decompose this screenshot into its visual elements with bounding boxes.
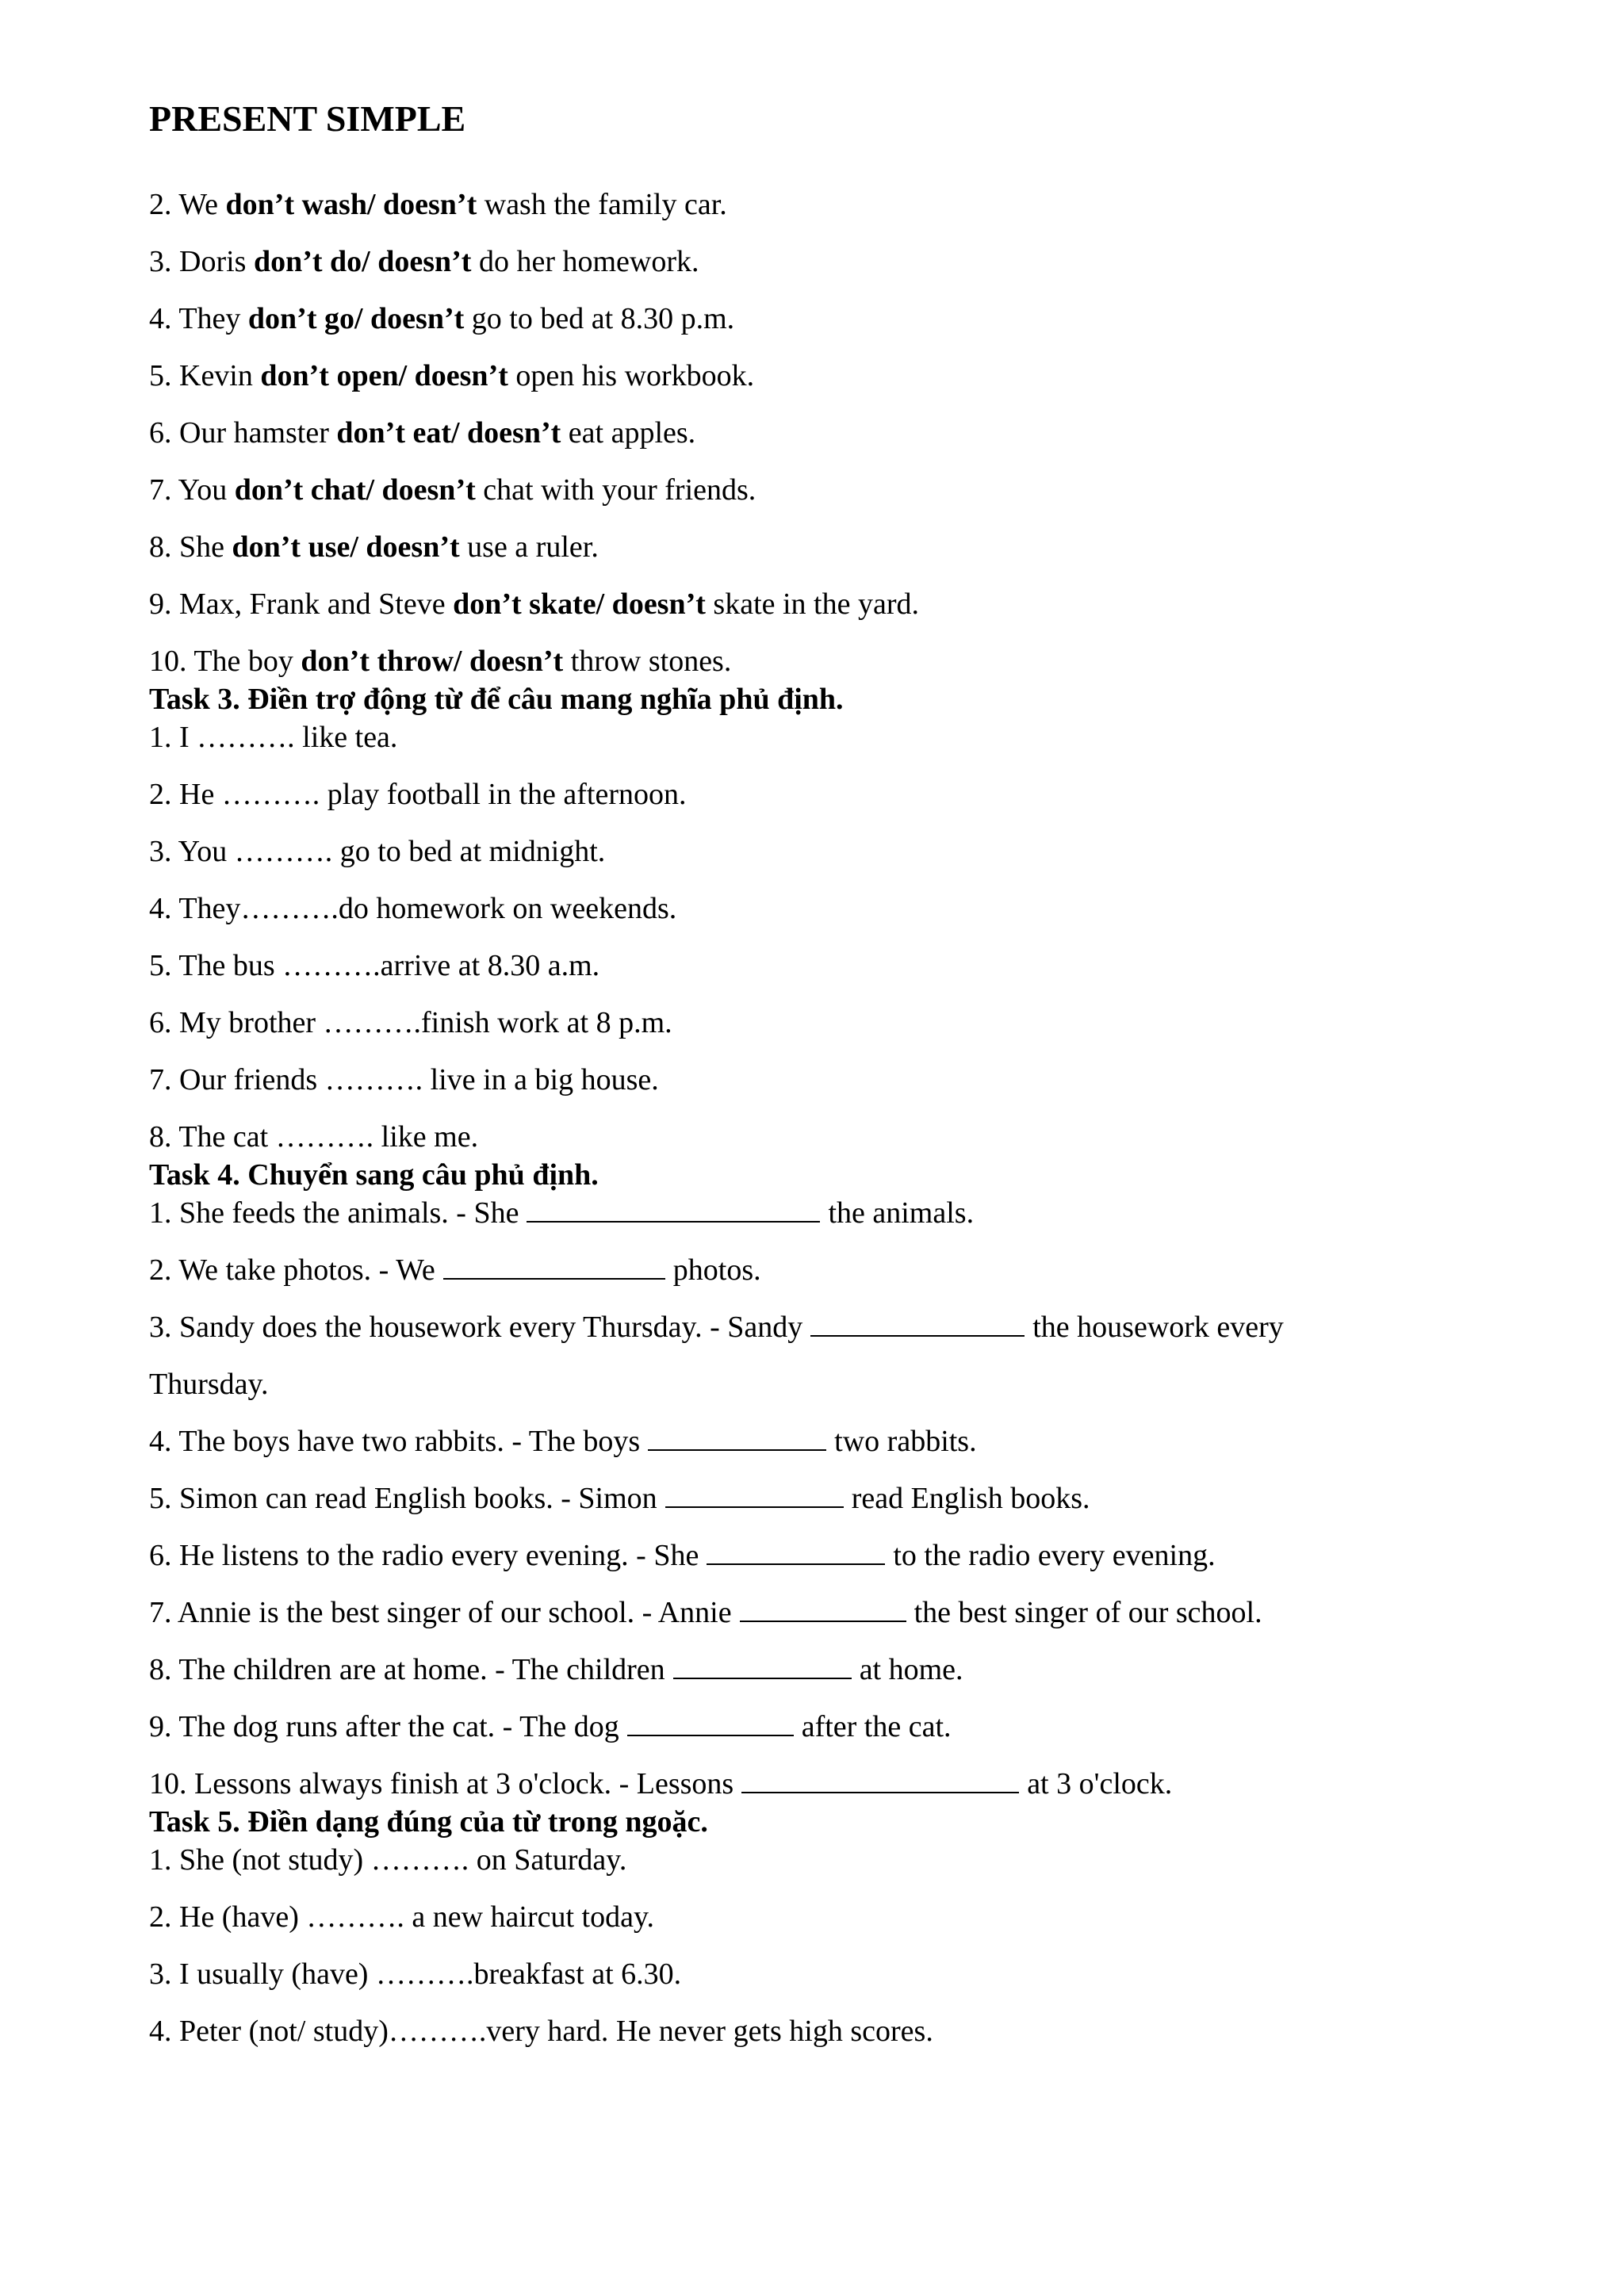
answer-blank[interactable]: [740, 1597, 906, 1622]
task4-item: [149, 1424, 1545, 1481]
task2-item: [149, 473, 1545, 530]
item-answer: don’t go/ doesn’t: [247, 302, 465, 335]
item-answer: don’t throw/ doesn’t: [301, 645, 564, 678]
task4-item: [149, 1196, 1545, 1253]
task2-item: [149, 244, 1545, 301]
item-text: open his workbook.: [508, 359, 755, 392]
item-text: the housework every: [1032, 1311, 1284, 1344]
answer-blank[interactable]: [527, 1197, 820, 1223]
item-text: 8. She: [149, 530, 232, 564]
task4-item: [149, 1481, 1545, 1538]
item-text: at home.: [859, 1653, 963, 1686]
item-text: 4. The boys have two rabbits. - The boys: [149, 1425, 641, 1458]
item-text: Thursday.: [149, 1368, 269, 1401]
task4-item: [149, 1310, 1545, 1367]
answer-blank[interactable]: [627, 1711, 794, 1736]
item-answer: don’t eat/ doesn’t: [336, 416, 561, 450]
task4-item-continued: [149, 1367, 1545, 1424]
item-text: 6. Our hamster: [149, 416, 337, 450]
answer-blank[interactable]: [443, 1254, 665, 1280]
task3-item: 7. Our friends ………. live in a big house.: [149, 1063, 659, 1096]
item-text: 9. Max, Frank and Steve: [149, 587, 454, 621]
task4-item: [149, 1538, 1545, 1595]
answer-blank[interactable]: [648, 1425, 826, 1451]
task2-item: [149, 530, 1545, 587]
task2-item: [149, 415, 1545, 473]
task2-item: [149, 587, 1545, 644]
answer-blank[interactable]: [665, 1483, 844, 1508]
task3-heading: Task 3. Điền trợ động từ để câu mang nghĩa phủ định.: [149, 683, 844, 716]
item-text: at 3 o'clock.: [1027, 1767, 1173, 1800]
task3-item: 3. You ………. go to bed at midnight.: [149, 835, 606, 868]
item-text: 2. We take photos. - We: [149, 1253, 435, 1287]
item-text: to the radio every evening.: [893, 1539, 1216, 1572]
item-text: 1. She feeds the animals. - She: [149, 1196, 519, 1230]
task5-item: 4. Peter (not/ study)……….very hard. He never gets high scores.: [149, 2015, 933, 2048]
item-text: two rabbits.: [834, 1425, 977, 1458]
item-text: wash the family car.: [477, 188, 727, 221]
item-text: the animals.: [828, 1196, 975, 1230]
task3-item: 5. The bus ……….arrive at 8.30 a.m.: [149, 949, 600, 982]
item-text: read English books.: [851, 1482, 1090, 1515]
item-text: chat with your friends.: [475, 473, 756, 507]
item-text: photos.: [672, 1253, 761, 1287]
task5-heading: Task 5. Điền dạng đúng của từ trong ngoặc.: [149, 1805, 708, 1839]
answer-blank[interactable]: [741, 1768, 1019, 1793]
item-answer: don’t open/ doesn’t: [260, 359, 508, 392]
item-text: go to bed at 8.30 p.m.: [464, 302, 735, 335]
answer-blank[interactable]: [810, 1311, 1025, 1337]
task4-item: [149, 1253, 1545, 1310]
answer-blank[interactable]: [707, 1540, 885, 1565]
item-text: 4. They: [149, 302, 248, 335]
task2-item: [149, 358, 1545, 415]
item-text: 5. Kevin: [149, 359, 261, 392]
item-text: use a ruler.: [459, 530, 599, 564]
task4-heading: Task 4. Chuyển sang câu phủ định.: [149, 1158, 599, 1192]
item-text: 10. The boy: [149, 645, 301, 678]
task3-item: 1. I ………. like tea.: [149, 721, 398, 754]
task2-item: [149, 644, 1545, 682]
task2-item: [149, 301, 1545, 358]
item-text: eat apples.: [561, 416, 696, 450]
item-text: 7. You: [149, 473, 235, 507]
page-title: PRESENT SIMPLE: [149, 98, 466, 139]
item-text: 3. Doris: [149, 245, 254, 278]
item-answer: don’t do/ doesn’t: [253, 245, 472, 278]
worksheet-page: [149, 97, 1545, 2071]
task4-item: [149, 1709, 1545, 1766]
task5-item: 2. He (have) ………. a new haircut today.: [149, 1900, 654, 1934]
task4-item: [149, 1595, 1545, 1652]
item-text: throw stones.: [563, 645, 732, 678]
answer-blank[interactable]: [673, 1654, 852, 1679]
task4-item: [149, 1766, 1545, 1804]
item-answer: don’t use/ doesn’t: [232, 530, 460, 564]
task3-item: 6. My brother ……….finish work at 8 p.m.: [149, 1006, 672, 1039]
item-text: do her homework.: [471, 245, 699, 278]
item-text: 8. The children are at home. - The children: [149, 1653, 665, 1686]
item-answer: don’t chat/ doesn’t: [234, 473, 476, 507]
item-text: 5. Simon can read English books. - Simon: [149, 1482, 657, 1515]
task3-item: 4. They……….do homework on weekends.: [149, 892, 677, 925]
item-text: 6. He listens to the radio every evening. - She: [149, 1539, 699, 1572]
task5-item: 1. She (not study) ………. on Saturday.: [149, 1843, 627, 1877]
task3-item: 2. He ………. play football in the afternoon.: [149, 778, 687, 811]
task4-item: [149, 1652, 1545, 1709]
item-text: 9. The dog runs after the cat. - The dog: [149, 1710, 619, 1743]
item-text: 3. Sandy does the housework every Thursday. - Sandy: [149, 1311, 803, 1344]
item-text: skate in the yard.: [705, 587, 920, 621]
item-text: 2. We: [149, 188, 226, 221]
item-text: 10. Lessons always finish at 3 o'clock. - Lessons: [149, 1767, 734, 1800]
task5-item: 3. I usually (have) ……….breakfast at 6.30.: [149, 1957, 682, 1991]
item-text: the best singer of our school.: [914, 1596, 1262, 1629]
task3-item: 8. The cat ………. like me.: [149, 1120, 479, 1154]
item-text: 7. Annie is the best singer of our school. - Annie: [149, 1596, 732, 1629]
task2-item: [149, 187, 1545, 244]
item-text: after the cat.: [801, 1710, 952, 1743]
item-answer: don’t wash/ doesn’t: [225, 188, 477, 221]
item-answer: don’t skate/ doesn’t: [453, 587, 706, 621]
